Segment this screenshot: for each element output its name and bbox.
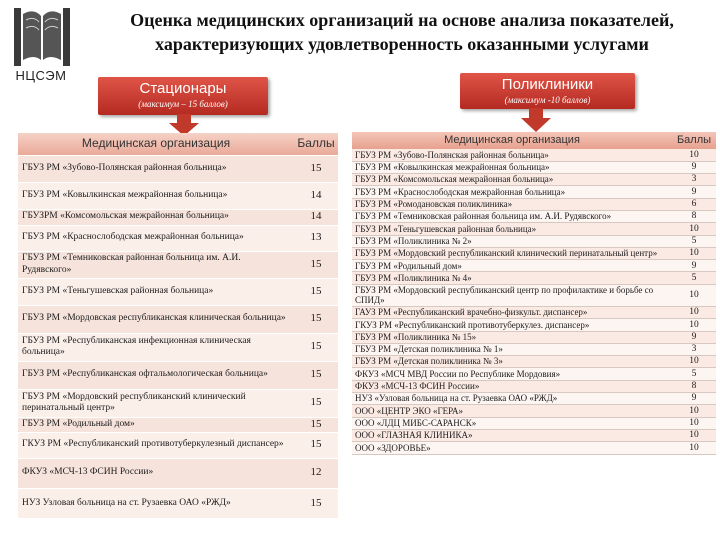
table-row (352, 284, 716, 306)
org-name: ГБУЗ РМ «Ковылкинская межрайонная больница» (18, 182, 294, 209)
score-value: 9 (672, 260, 716, 272)
org-name: ФКУЗ «МСЧ-13 ФСИН России» (18, 458, 294, 488)
score-value: 15 (294, 333, 338, 361)
score-value: 8 (672, 210, 716, 222)
table-row (352, 210, 716, 222)
table-row (18, 251, 338, 278)
org-name: ГБУЗРМ «Комсомольская межрайонная больница» (18, 209, 294, 225)
hospitals-table (18, 133, 338, 518)
score-value: 10 (672, 319, 716, 331)
table-row (18, 432, 338, 458)
table-row (352, 235, 716, 247)
table-row (352, 331, 716, 343)
score-value: 10 (672, 356, 716, 368)
score-value: 6 (672, 198, 716, 210)
org-name: ФКУЗ «МСЧ-13 ФСИН России» (352, 380, 672, 392)
table-row (18, 182, 338, 209)
org-name: ГБУЗ РМ «Детская поликлиника № 1» (352, 343, 672, 355)
score-value: 15 (294, 155, 338, 182)
table-row (352, 429, 716, 441)
org-name: ГБУЗ РМ «Темниковская районная больница им. А.И. Рудявского» (352, 210, 672, 222)
logo-caption: НЦСЭМ (15, 68, 67, 83)
score-value: 13 (294, 225, 338, 251)
score-value: 15 (294, 251, 338, 278)
score-value: 9 (672, 186, 716, 198)
org-name: ГБУЗ РМ «Комсомольская межрайонная больница» (352, 174, 672, 186)
score-value: 10 (672, 405, 716, 417)
table-row (352, 380, 716, 392)
score-value: 10 (672, 223, 716, 235)
org-name: ГАУЗ РМ «Республиканский врачебно-физкульт. диспансер» (352, 306, 672, 318)
score-value: 5 (672, 272, 716, 284)
score-value: 10 (672, 417, 716, 429)
clinics-header-score: Баллы (672, 132, 716, 149)
clinics-header-org: Медицинская организация (352, 132, 672, 149)
score-value: 15 (294, 417, 338, 432)
score-value: 12 (294, 458, 338, 488)
org-name: ГБУЗ РМ «Родильный дом» (352, 260, 672, 272)
table-row (352, 393, 716, 405)
org-name: ГБУЗ РМ «Теньгушевская районная больница» (352, 223, 672, 235)
score-value: 10 (672, 284, 716, 306)
table-row (18, 488, 338, 518)
hospitals-title: Стационары (139, 80, 227, 97)
table-row (18, 305, 338, 333)
score-value: 9 (672, 161, 716, 173)
clinics-max: (максимум -10 баллов) (504, 95, 591, 105)
org-name: ООО «ЛДЦ МИБС-САРАНСК» (352, 417, 672, 429)
score-value: 15 (294, 488, 338, 518)
score-value: 10 (672, 442, 716, 454)
hospitals-header-row (18, 133, 338, 155)
org-name: НУЗ Узловая больница на ст. Рузаевка ОАО «РЖД» (18, 488, 294, 518)
table-row (18, 333, 338, 361)
table-row (18, 155, 338, 182)
table-row (352, 223, 716, 235)
score-value: 5 (672, 368, 716, 380)
org-name: ГКУЗ РМ «Республиканский противотуберкулезный диспансер» (18, 432, 294, 458)
score-value: 8 (672, 380, 716, 392)
org-name: ГБУЗ РМ «Краснослободская межрайонная больница» (18, 225, 294, 251)
score-value: 9 (672, 331, 716, 343)
score-value: 10 (672, 149, 716, 161)
table-row (352, 161, 716, 173)
org-name: НУЗ «Узловая больница на ст. Рузаевка ОАО «РЖД» (352, 393, 672, 405)
score-value: 14 (294, 182, 338, 209)
clinics-category-box (460, 73, 635, 109)
table-row (18, 225, 338, 251)
org-name: ГБУЗ РМ «Темниковская районная больница им. А.И. Рудявского» (18, 251, 294, 278)
table-row (18, 458, 338, 488)
org-name: ГБУЗ РМ «Поликлиника № 15» (352, 331, 672, 343)
org-name: ГБУЗ РМ «Зубово-Полянская районная больница» (352, 149, 672, 161)
score-value: 5 (672, 235, 716, 247)
hospitals-max: (максимум – 15 баллов) (138, 99, 228, 109)
org-name: ГБУЗ РМ «Ромодановская поликлиника» (352, 198, 672, 210)
score-value: 15 (294, 278, 338, 305)
score-value: 15 (294, 432, 338, 458)
hospitals-category-box (98, 77, 268, 115)
table-row (352, 356, 716, 368)
table-row (352, 405, 716, 417)
table-row (352, 247, 716, 259)
org-name: ГБУЗ РМ «Зубово-Полянская районная больница» (18, 155, 294, 182)
table-row (18, 417, 338, 432)
score-value: 15 (294, 305, 338, 333)
table-row (18, 209, 338, 225)
table-row (352, 149, 716, 161)
org-name: ГБУЗ РМ «Ковылкинская межрайонная больница» (352, 161, 672, 173)
score-value: 10 (672, 247, 716, 259)
org-name: ООО «ГЛАЗНАЯ КЛИНИКА» (352, 429, 672, 441)
table-row (352, 306, 716, 318)
score-value: 14 (294, 209, 338, 225)
score-value: 15 (294, 389, 338, 417)
table-row (18, 361, 338, 389)
org-name: ГБУЗ РМ «Родильный дом» (18, 417, 294, 432)
org-name: ООО «ЗДОРОВЬЕ» (352, 442, 672, 454)
table-row (352, 260, 716, 272)
org-name: ГБУЗ РМ «Республиканская инфекционная клиническая больница» (18, 333, 294, 361)
org-name: ГБУЗ РМ «Поликлиника № 2» (352, 235, 672, 247)
clinics-title: Поликлиники (501, 76, 594, 93)
page-title: Оценка медицинских организаций на основе анализа показателей, характеризующих удовлетворенность оказанными услугами (130, 10, 674, 54)
table-row (352, 442, 716, 454)
hospitals-header-org: Медицинская организация (18, 133, 294, 155)
table-row (352, 198, 716, 210)
org-name: ФКУЗ «МСЧ МВД России по Республике Мордовия» (352, 368, 672, 380)
org-name: ГБУЗ РМ «Мордовский республиканский клинический перинатальный центр» (352, 247, 672, 259)
org-name: ГБУЗ РМ «Мордовский республиканский клинический перинатальный центр» (18, 389, 294, 417)
table-row (352, 186, 716, 198)
score-value: 15 (294, 361, 338, 389)
table-row (352, 272, 716, 284)
clinics-header-row (352, 132, 716, 149)
org-name: ГКУЗ РМ «Республиканский противотуберкулез. диспансер» (352, 319, 672, 331)
clinics-table (352, 132, 716, 455)
org-name: ГБУЗ РМ «Теньгушевская районная больница» (18, 278, 294, 305)
score-value: 10 (672, 429, 716, 441)
org-name: ГБУЗ РМ «Краснослободская межрайонная больница» (352, 186, 672, 198)
table-row (352, 319, 716, 331)
score-value: 9 (672, 393, 716, 405)
score-value: 3 (672, 343, 716, 355)
org-name: ГБУЗ РМ «Мордовская республиканская клиническая больница» (18, 305, 294, 333)
org-name: ГБУЗ РМ «Республиканская офтальмологическая больница» (18, 361, 294, 389)
table-row (18, 389, 338, 417)
org-name: ГБУЗ РМ «Детская поликлиника № 3» (352, 356, 672, 368)
table-row (352, 368, 716, 380)
down-arrow-right-icon (520, 108, 552, 132)
score-value: 3 (672, 174, 716, 186)
table-row (352, 343, 716, 355)
org-name: ООО «ЦЕНТР ЭКО «ГЕРА» (352, 405, 672, 417)
table-row (18, 278, 338, 305)
table-row (352, 174, 716, 186)
table-row (352, 417, 716, 429)
org-name: ГБУЗ РМ «Поликлиника № 4» (352, 272, 672, 284)
org-name: ГБУЗ РМ «Мордовский республиканский центр по профилактике и борьбе со СПИД» (352, 284, 672, 306)
score-value: 10 (672, 306, 716, 318)
hospitals-header-score: Баллы (294, 133, 338, 155)
